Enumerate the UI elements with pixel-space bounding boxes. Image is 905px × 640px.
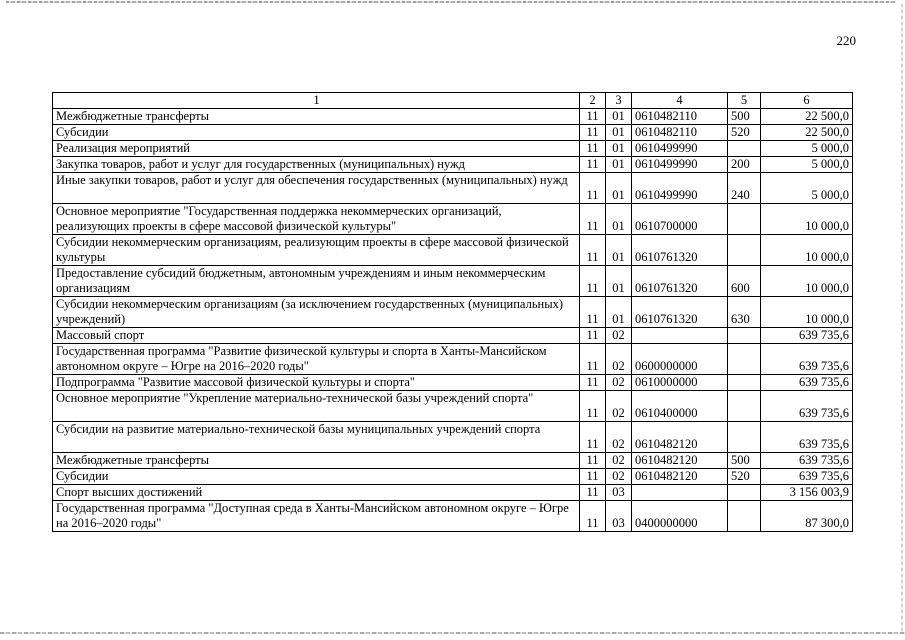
table-row	[53, 173, 853, 204]
section-code: 11	[580, 501, 606, 532]
row-name: Межбюджетные трансферты	[53, 109, 580, 125]
subsection-code: 01	[606, 141, 632, 157]
table-row	[53, 204, 853, 235]
row-name: Предоставление субсидий бюджетным, автономным учреждениям и иным некоммерческим организациям	[53, 266, 580, 297]
target-article-code: 0610482110	[632, 109, 728, 125]
expense-type-code: 600	[728, 266, 761, 297]
section-code: 11	[580, 391, 606, 422]
subsection-code: 01	[606, 173, 632, 204]
scan-edge-top	[6, 1, 896, 3]
target-article-code: 0610482120	[632, 453, 728, 469]
amount: 639 735,6	[761, 469, 853, 485]
table-row	[53, 422, 853, 453]
subsection-code: 01	[606, 235, 632, 266]
expense-type-code	[728, 422, 761, 453]
amount: 639 735,6	[761, 391, 853, 422]
section-code: 11	[580, 173, 606, 204]
table-row	[53, 485, 853, 501]
subsection-code: 02	[606, 391, 632, 422]
header-cell: 6	[761, 93, 853, 109]
expense-type-code	[728, 391, 761, 422]
amount: 5 000,0	[761, 157, 853, 173]
amount: 87 300,0	[761, 501, 853, 532]
expense-type-code: 520	[728, 469, 761, 485]
amount: 639 735,6	[761, 375, 853, 391]
table-row	[53, 453, 853, 469]
amount: 3 156 003,9	[761, 485, 853, 501]
section-code: 11	[580, 297, 606, 328]
amount: 5 000,0	[761, 141, 853, 157]
expense-type-code	[728, 375, 761, 391]
subsection-code: 01	[606, 109, 632, 125]
row-name: Субсидии некоммерческим организациям (за исключением государственных (муниципальных) учреждений)	[53, 297, 580, 328]
target-article-code: 0610761320	[632, 297, 728, 328]
expense-type-code	[728, 344, 761, 375]
section-code: 11	[580, 375, 606, 391]
subsection-code: 03	[606, 485, 632, 501]
budget-table-body	[53, 93, 853, 532]
row-name: Массовый спорт	[53, 328, 580, 344]
row-name: Межбюджетные трансферты	[53, 453, 580, 469]
row-name: Реализация мероприятий	[53, 141, 580, 157]
amount: 22 500,0	[761, 109, 853, 125]
section-code: 11	[580, 204, 606, 235]
subsection-code: 02	[606, 375, 632, 391]
table-row	[53, 344, 853, 375]
section-code: 11	[580, 157, 606, 173]
expense-type-code: 630	[728, 297, 761, 328]
table-row	[53, 469, 853, 485]
row-name: Закупка товаров, работ и услуг для государственных (муниципальных) нужд	[53, 157, 580, 173]
budget-table	[52, 92, 853, 532]
target-article-code: 0610482120	[632, 422, 728, 453]
section-code: 11	[580, 453, 606, 469]
header-cell: 3	[606, 93, 632, 109]
row-name: Иные закупки товаров, работ и услуг для обеспечения государственных (муниципальных) нужд	[53, 173, 580, 204]
expense-type-code	[728, 328, 761, 344]
subsection-code: 01	[606, 157, 632, 173]
scan-edge-bottom	[0, 632, 905, 634]
amount: 639 735,6	[761, 453, 853, 469]
subsection-code: 03	[606, 501, 632, 532]
table-row	[53, 501, 853, 532]
amount: 10 000,0	[761, 297, 853, 328]
table-row	[53, 391, 853, 422]
table-row	[53, 109, 853, 125]
subsection-code: 01	[606, 266, 632, 297]
expense-type-code: 240	[728, 173, 761, 204]
table-row	[53, 125, 853, 141]
target-article-code: 0610482120	[632, 469, 728, 485]
target-article-code: 0610000000	[632, 375, 728, 391]
row-name: Государственная программа "Развитие физической культуры и спорта в Ханты-Мансийском автономном округе – Югре на 2016–2020 годы"	[53, 344, 580, 375]
amount: 22 500,0	[761, 125, 853, 141]
table-row	[53, 141, 853, 157]
header-cell: 1	[53, 93, 580, 109]
expense-type-code	[728, 141, 761, 157]
target-article-code: 0400000000	[632, 501, 728, 532]
target-article-code: 0610400000	[632, 391, 728, 422]
amount: 639 735,6	[761, 422, 853, 453]
subsection-code: 01	[606, 297, 632, 328]
expense-type-code	[728, 485, 761, 501]
subsection-code: 02	[606, 344, 632, 375]
amount: 10 000,0	[761, 266, 853, 297]
section-code: 11	[580, 109, 606, 125]
subsection-code: 02	[606, 469, 632, 485]
subsection-code: 02	[606, 453, 632, 469]
table-row	[53, 328, 853, 344]
section-code: 11	[580, 328, 606, 344]
table-header-row	[53, 93, 853, 109]
row-name: Основное мероприятие "Укрепление материально-технической базы учреждений спорта"	[53, 391, 580, 422]
section-code: 11	[580, 485, 606, 501]
target-article-code: 0610761320	[632, 235, 728, 266]
section-code: 11	[580, 266, 606, 297]
target-article-code: 0600000000	[632, 344, 728, 375]
amount: 5 000,0	[761, 173, 853, 204]
header-cell: 5	[728, 93, 761, 109]
header-cell: 4	[632, 93, 728, 109]
subsection-code: 02	[606, 422, 632, 453]
row-name: Субсидии	[53, 469, 580, 485]
target-article-code: 0610499990	[632, 141, 728, 157]
scan-edge-right	[901, 4, 903, 632]
row-name: Спорт высших достижений	[53, 485, 580, 501]
section-code: 11	[580, 141, 606, 157]
page-number: 220	[836, 33, 856, 48]
target-article-code: 0610482110	[632, 125, 728, 141]
target-article-code: 0610761320	[632, 266, 728, 297]
expense-type-code: 500	[728, 109, 761, 125]
table-row	[53, 297, 853, 328]
target-article-code	[632, 485, 728, 501]
amount: 10 000,0	[761, 235, 853, 266]
row-name: Субсидии	[53, 125, 580, 141]
target-article-code	[632, 328, 728, 344]
row-name: Субсидии некоммерческим организациям, реализующим проекты в сфере массовой физической культуры	[53, 235, 580, 266]
expense-type-code	[728, 235, 761, 266]
section-code: 11	[580, 469, 606, 485]
amount: 639 735,6	[761, 328, 853, 344]
row-name: Подпрограмма "Развитие массовой физической культуры и спорта"	[53, 375, 580, 391]
target-article-code: 0610700000	[632, 204, 728, 235]
amount: 10 000,0	[761, 204, 853, 235]
target-article-code: 0610499990	[632, 173, 728, 204]
subsection-code: 01	[606, 204, 632, 235]
expense-type-code	[728, 204, 761, 235]
table-row	[53, 375, 853, 391]
table-row	[53, 266, 853, 297]
table-row	[53, 157, 853, 173]
section-code: 11	[580, 125, 606, 141]
amount: 639 735,6	[761, 344, 853, 375]
table-row	[53, 235, 853, 266]
section-code: 11	[580, 235, 606, 266]
section-code: 11	[580, 344, 606, 375]
row-name: Основное мероприятие "Государственная поддержка некоммерческих организаций, реализующих проекты в сфере массовой физической культуры"	[53, 204, 580, 235]
subsection-code: 02	[606, 328, 632, 344]
target-article-code: 0610499990	[632, 157, 728, 173]
row-name: Государственная программа "Доступная среда в Ханты-Мансийском автономном округе – Югре на 2016–2020 годы"	[53, 501, 580, 532]
row-name: Субсидии на развитие материально-технической базы муниципальных учреждений спорта	[53, 422, 580, 453]
header-cell: 2	[580, 93, 606, 109]
expense-type-code	[728, 501, 761, 532]
expense-type-code: 500	[728, 453, 761, 469]
expense-type-code: 520	[728, 125, 761, 141]
subsection-code: 01	[606, 125, 632, 141]
expense-type-code: 200	[728, 157, 761, 173]
section-code: 11	[580, 422, 606, 453]
